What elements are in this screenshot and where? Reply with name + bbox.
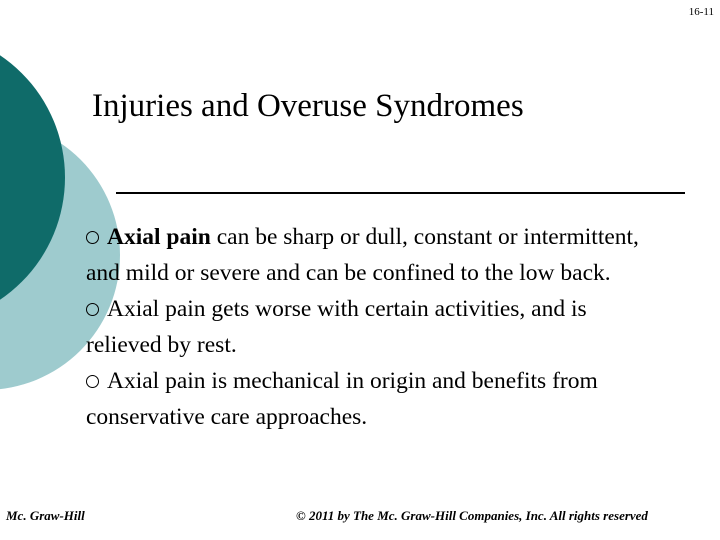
bullet-list [86,219,656,435]
bullet-item [86,363,656,435]
bullet-item [86,291,656,363]
slide-number: 16-11 [688,6,714,18]
bullet-text: Axial pain is mechanical in origin and benefits from conservative care approaches. [86,368,598,430]
bullet-bold-lead: Axial pain [107,224,211,250]
slide-title: Injuries and Overuse Syndromes [92,88,524,124]
footer-publisher: Mc. Graw-Hill [6,508,85,523]
bullet-text: Axial pain gets worse with certain activities, and is relieved by rest. [86,296,587,358]
footer-copyright: © 2011 by The Mc. Graw-Hill Companies, Inc. All rights reserved [296,508,648,523]
bullet-text: can be sharp or dull, constant or intermittent, and mild or severe and can be confined to the low back. [86,224,639,286]
hollow-circle-bullet-icon [86,303,99,316]
hollow-circle-bullet-icon [86,375,99,388]
title-underline-divider [116,192,685,194]
hollow-circle-bullet-icon [86,231,99,244]
bullet-item [86,219,656,291]
